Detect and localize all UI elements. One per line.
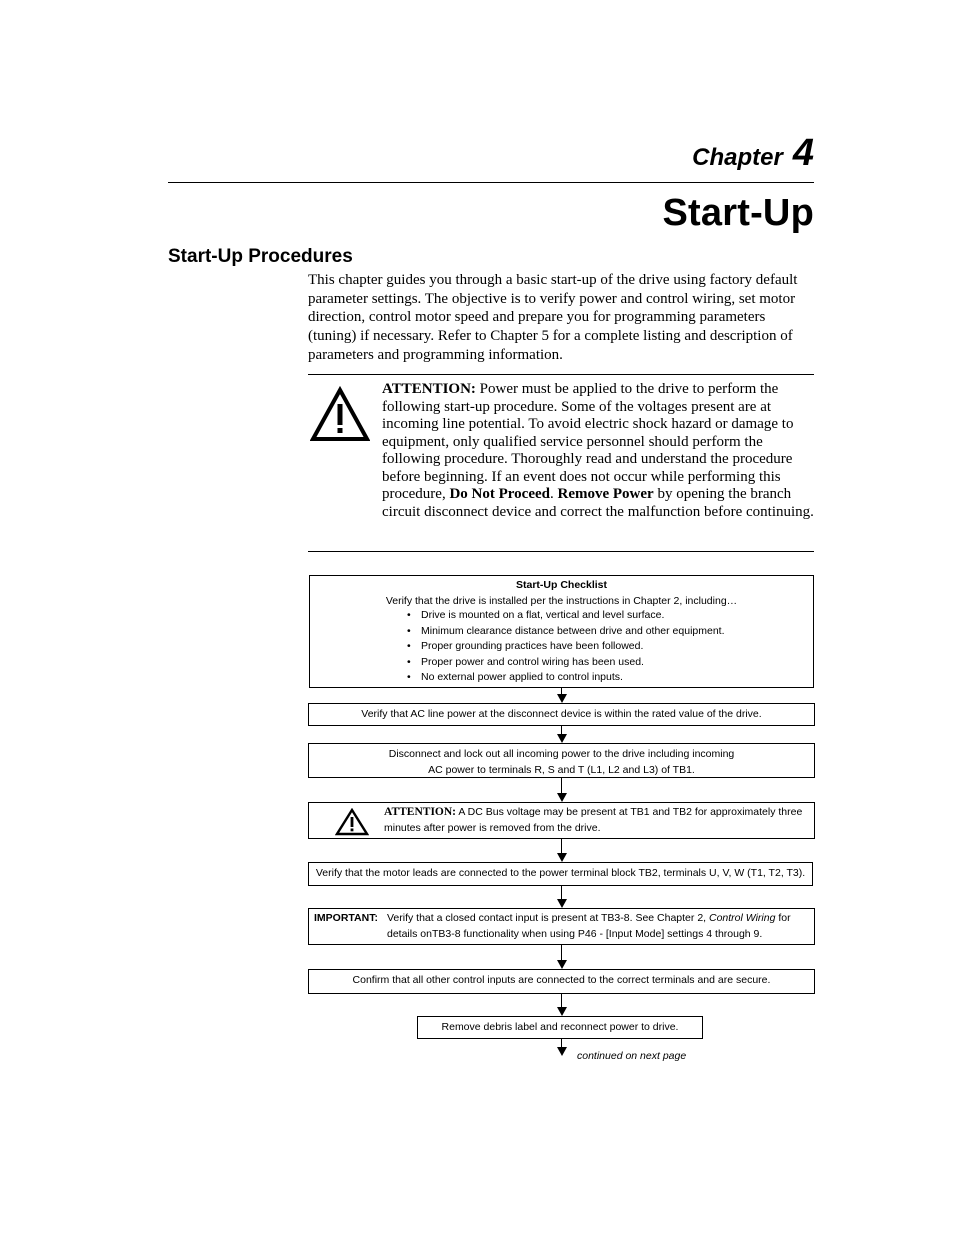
intro-paragraph: This chapter guides you through a basic start-up of the drive using factory default parameter settings. The objective is to verify power and control wiring, set motor direction, control motor speed and prepare you for programming parameters (tuning) if necessary. Refer to Chapter 5 for a complete listing and description of parameters and programming information. (308, 272, 798, 363)
attention-rule-bottom (308, 551, 814, 552)
step-dc-bus-attention (308, 802, 815, 839)
step-lockout-line2: AC power to terminals R, S and T (L1, L2 and L3) of TB1. (428, 763, 695, 776)
important-text-part2: for details onTB3-8 functionality when using P46 - [Input Mode] settings 4 through 9. (387, 912, 791, 940)
important-text-part1: Verify that a closed contact input is present at TB3-8. See Chapter 2, (387, 912, 709, 924)
flow-arrow-3 (557, 778, 567, 802)
dc-bus-attention-label: ATTENTION: (384, 806, 456, 818)
flow-arrow-5 (557, 886, 567, 908)
step-remove-debris-label: Remove debris label and reconnect power to drive. (417, 1016, 703, 1039)
flow-arrow-1 (557, 688, 567, 703)
checklist-items (407, 608, 725, 686)
attention-text (382, 381, 814, 521)
page-title: Start-Up (662, 192, 814, 234)
list-item: • No external power applied to control inputs. (407, 670, 725, 686)
flow-arrow-8 (557, 1039, 567, 1056)
flow-arrow-2 (557, 726, 567, 743)
attention-separator: . (550, 486, 558, 502)
dc-bus-attention-body: A DC Bus voltage may be present at TB1 and TB2 for approximately three minutes after power is removed from the drive. (384, 806, 803, 834)
step-verify-motor-leads: Verify that the motor leads are connected to the power terminal block TB2, terminals U, V, W (T1, T2, T3). (308, 862, 813, 886)
warning-icon (335, 808, 369, 842)
do-not-proceed-text: Do Not Proceed (449, 486, 550, 502)
control-wiring-reference: Control Wiring (709, 912, 776, 924)
warning-icon (310, 386, 370, 447)
chapter-heading (692, 132, 814, 175)
attention-text-part2: by opening the branch circuit disconnect device and correct the malfunction before continuing. (382, 486, 814, 520)
checklist-title: Start-Up Checklist (515, 579, 608, 591)
flow-arrow-4 (557, 839, 567, 862)
step-lockout-line1: Disconnect and lock out all incoming power to the drive including incoming (388, 748, 735, 760)
step-important-note (308, 908, 815, 945)
flow-arrow-6 (557, 945, 567, 969)
list-item: • Proper grounding practices have been followed. (407, 639, 725, 655)
flow-arrow-7 (557, 994, 567, 1016)
chapter-rule (168, 182, 814, 183)
step-verify-ac-power: Verify that AC line power at the disconnect device is within the rated value of the drive. (308, 703, 815, 726)
dc-bus-attention-text (384, 805, 804, 836)
step-disconnect-lockout (308, 743, 815, 778)
startup-checklist-box (309, 575, 814, 688)
important-text (387, 911, 811, 942)
chapter-number: 4 (792, 132, 814, 174)
remove-power-text: Remove Power (557, 486, 654, 502)
section-heading: Start-Up Procedures (168, 246, 353, 267)
continued-note: continued on next page (577, 1050, 687, 1062)
list-item: • Minimum clearance distance between drive and other equipment. (407, 624, 725, 640)
attention-text-part1: Power must be applied to the drive to perform the following start-up procedure. Some of the voltages present are at incoming line potential. To avoid electric shock hazard or damage to equipment, only qualified service personnel should perform the following procedure. Thoroughly read and understand the procedure before beginning. If an event does not occur while performing this procedure, (382, 381, 794, 502)
attention-label: ATTENTION: (382, 381, 476, 397)
step-confirm-control-inputs: Confirm that all other control inputs are connected to the correct terminals and are secure. (308, 969, 815, 994)
attention-rule-top (308, 374, 814, 375)
list-item: • Proper power and control wiring has been used. (407, 655, 725, 671)
important-label: IMPORTANT: (314, 912, 378, 924)
list-item: • Drive is mounted on a flat, vertical and level surface. (407, 608, 725, 624)
chapter-label: Chapter (692, 144, 783, 171)
checklist-intro: Verify that the drive is installed per the instructions in Chapter 2, including… (385, 594, 738, 607)
